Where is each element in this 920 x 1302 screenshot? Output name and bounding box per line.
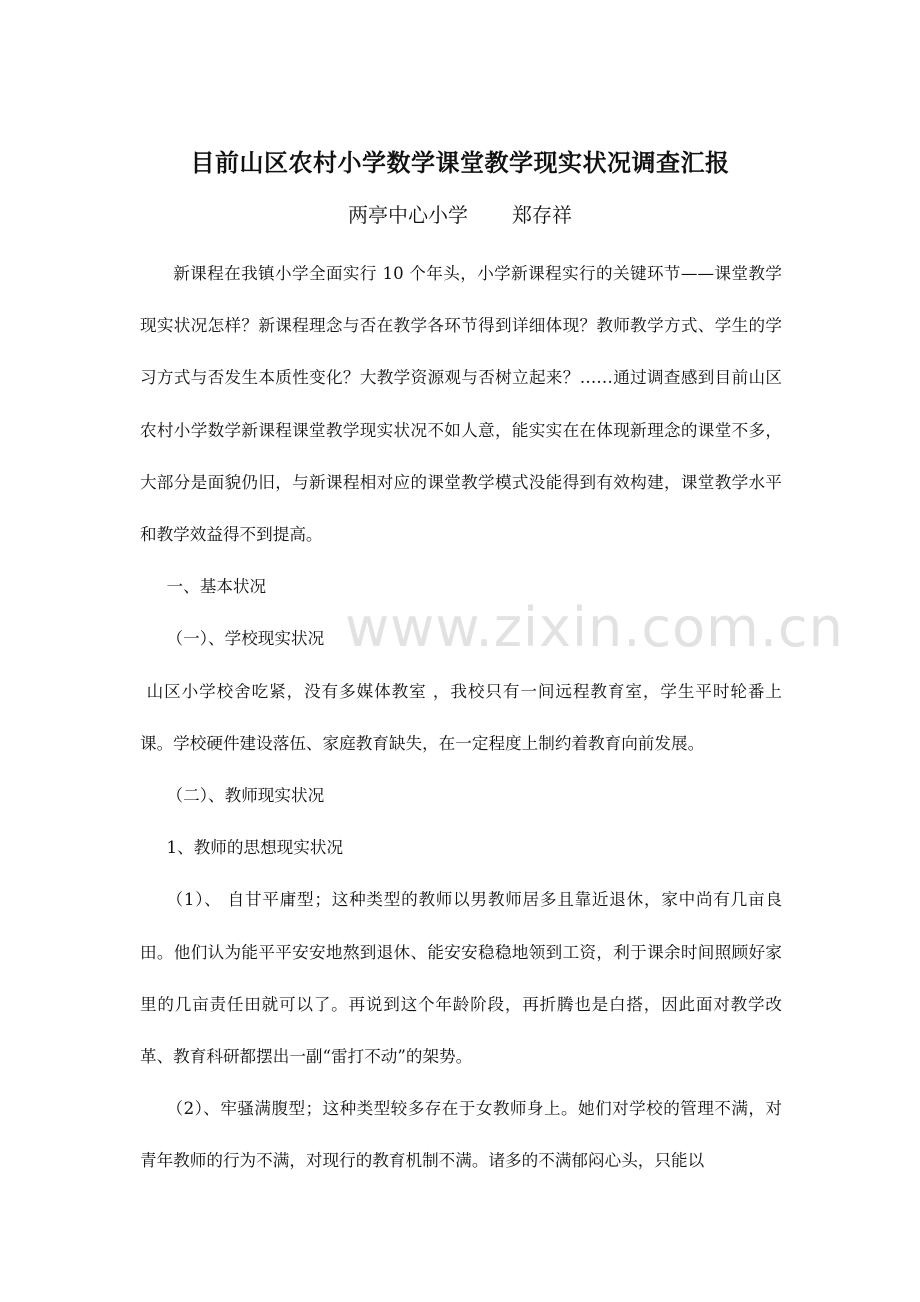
watermark: www.zixin.com.cn — [345, 596, 844, 659]
document-title: 目前山区农村小学数学课堂教学现实状况调查汇报 — [190, 149, 730, 177]
document-body — [140, 248, 782, 1188]
subsection-heading-teacher: （二）、教师现实状况 — [166, 786, 325, 806]
author-name: 郑存祥 — [512, 203, 572, 227]
intro-paragraph: 新课程在我镇小学全面实行 10 个年头，小学新课程实行的关键环节——课堂教学现实状况怎样？新课程理念与否在教学各环节得到详细体现？教师教学方式、学生的学习方式与否发生本质性变化？大教学资源观与否树立起来？……通过调查感到目前山区农村小学数学新课程课堂教学现实状况不如人意，能实实在在体现新理念的课堂不多，大部分是面貌仍旧，与新课程相对应的课堂教学模式没能得到有效构建，课堂教学水平和教学效益得不到提高。 — [140, 264, 782, 545]
type-1-paragraph: （1）、 自甘平庸型；这种类型的教师以男教师居多且靠近退休，家中尚有几亩良田。他们认为能平平安安地熬到退休、能安安稳稳地领到工资，利于课余时间照顾好家里的几亩责任田就可以了。再说到这个年龄阶段，再折腾也是白搭，因此面对教学改革、教育科研都摆出一副“雷打不动”的架势。 — [140, 890, 782, 1067]
subsection-heading-school: （一）、学校现实状况 — [166, 629, 325, 649]
section-heading-basic: 一、基本状况 — [166, 577, 267, 597]
school-name: 两亭中心小学 — [348, 203, 468, 227]
type-2-paragraph: （2）、牢骚满腹型；这种类型较多存在于女教师身上。她们对学校的管理不满，对青年教师的行为不满，对现行的教育机制不满。诸多的不满郁闷心头，只能以 — [140, 1099, 782, 1171]
school-paragraph: 山区小学校舍吃紧，没有多媒体教室 ，我校只有一间远程教育室，学生平时轮番上课。学校硬件建设落伍、家庭教育缺失，在一定程度上制约着教育向前发展。 — [140, 681, 782, 753]
item-heading-teacher-thought: 1、教师的思想现实状况 — [166, 838, 344, 858]
byline — [0, 200, 920, 230]
